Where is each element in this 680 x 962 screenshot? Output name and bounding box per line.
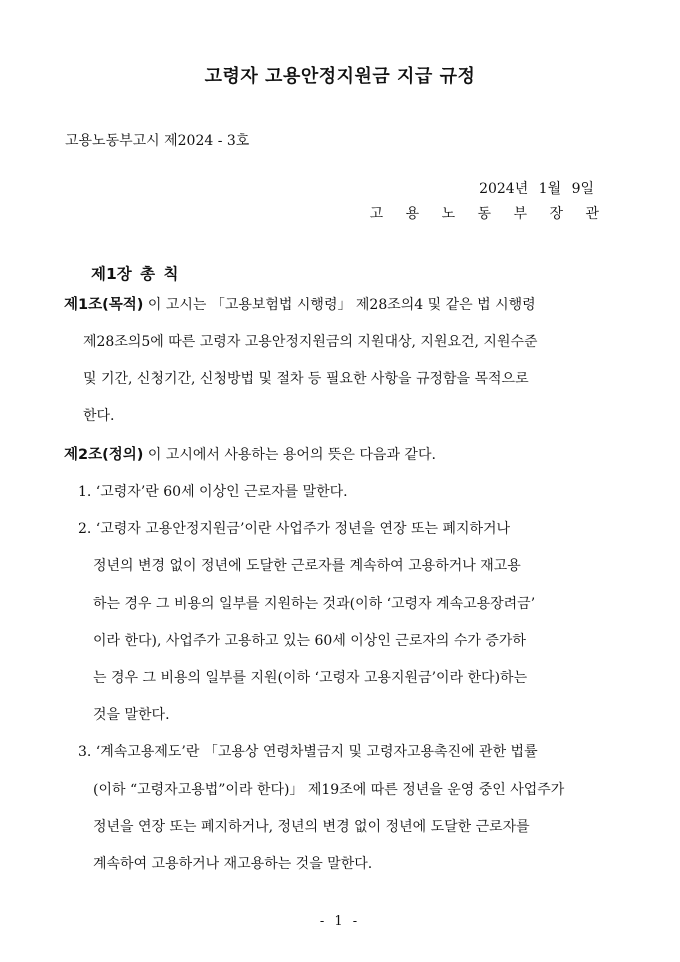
article-1-line-2: 제28조의5에 따른 고령자 고용안정지원금의 지원대상, 지원요건, 지원수준 (83, 334, 538, 350)
article-2 (64, 437, 620, 474)
page-number: - 1 - (319, 914, 361, 929)
definition-2-line-4: 이라 한다), 사업주가 고용하고 있는 60세 이상인 근로자의 수가 증가하 (93, 632, 526, 649)
notice-number: 고용노동부고시 제2024 - 3호 (65, 133, 250, 149)
definition-2-line-6: 것을 말한다. (93, 707, 170, 724)
definition-3-line-4: 계속하여 고용하거나 재고용하는 것을 말한다. (93, 856, 373, 873)
chapter-heading: 제1장 총 칙 (91, 265, 179, 283)
article-2-text: 이 고시에서 사용하는 용어의 뜻은 다음과 같다. (143, 447, 436, 463)
definition-1-line-1: 1. ‘고령자’란 60세 이상인 근로자를 말한다. (78, 484, 348, 500)
definition-2-line-3: 하는 경우 그 비용의 일부를 지원하는 것과(이하 ‘고령자 계속고용장려금’ (93, 595, 536, 612)
document-title: 고령자 고용안정지원금 지급 규정 (204, 66, 476, 87)
article-1-heading: 제1조(목적) (64, 297, 144, 313)
article-1-line-3: 및 기간, 신청기간, 신청방법 및 절차 등 필요한 사항을 규정함을 목적으로 (83, 371, 529, 387)
definition-3-line-3: 정년을 연장 또는 폐지하거나, 정년의 변경 없이 정년에 도달한 근로자를 (93, 818, 530, 835)
issuer-signature: 고 용 노 동 부 장 관 (369, 206, 608, 222)
definition-2-line-1: 2. ‘고령자 고용안정지원금’이란 사업주가 정년을 연장 또는 폐지하거나 (78, 521, 511, 538)
definition-2-line-5: 는 경우 그 비용의 일부를 지원(이하 ‘고령자 고용지원금’이라 한다)하는 (93, 670, 528, 687)
article-2-line-1 (64, 437, 620, 474)
article-1-line-4: 한다. (83, 408, 115, 424)
definition-list (78, 474, 623, 883)
article-1-line-1 (64, 287, 620, 324)
definition-3-line-1: 3. ‘계속고용제도’란 「고용상 연령차별금지 및 고령자고용촉진에 관한 법률 (78, 744, 538, 761)
article-1 (64, 287, 620, 435)
issue-date: 2024년 1월 9일 (479, 181, 594, 197)
definition-3-line-2: (이하 “고령자고용법”이라 한다)」 제19조에 따른 정년을 운영 중인 사업주가 (93, 781, 565, 798)
article-2-heading: 제2조(정의) (64, 447, 144, 463)
definition-2-line-2: 정년의 변경 없이 정년에 도달한 근로자를 계속하여 고용하거나 재고용 (93, 558, 521, 575)
article-1-text: 이 고시는 「고용보험법 시행령」 제28조의4 및 같은 법 시행령 (143, 297, 536, 313)
